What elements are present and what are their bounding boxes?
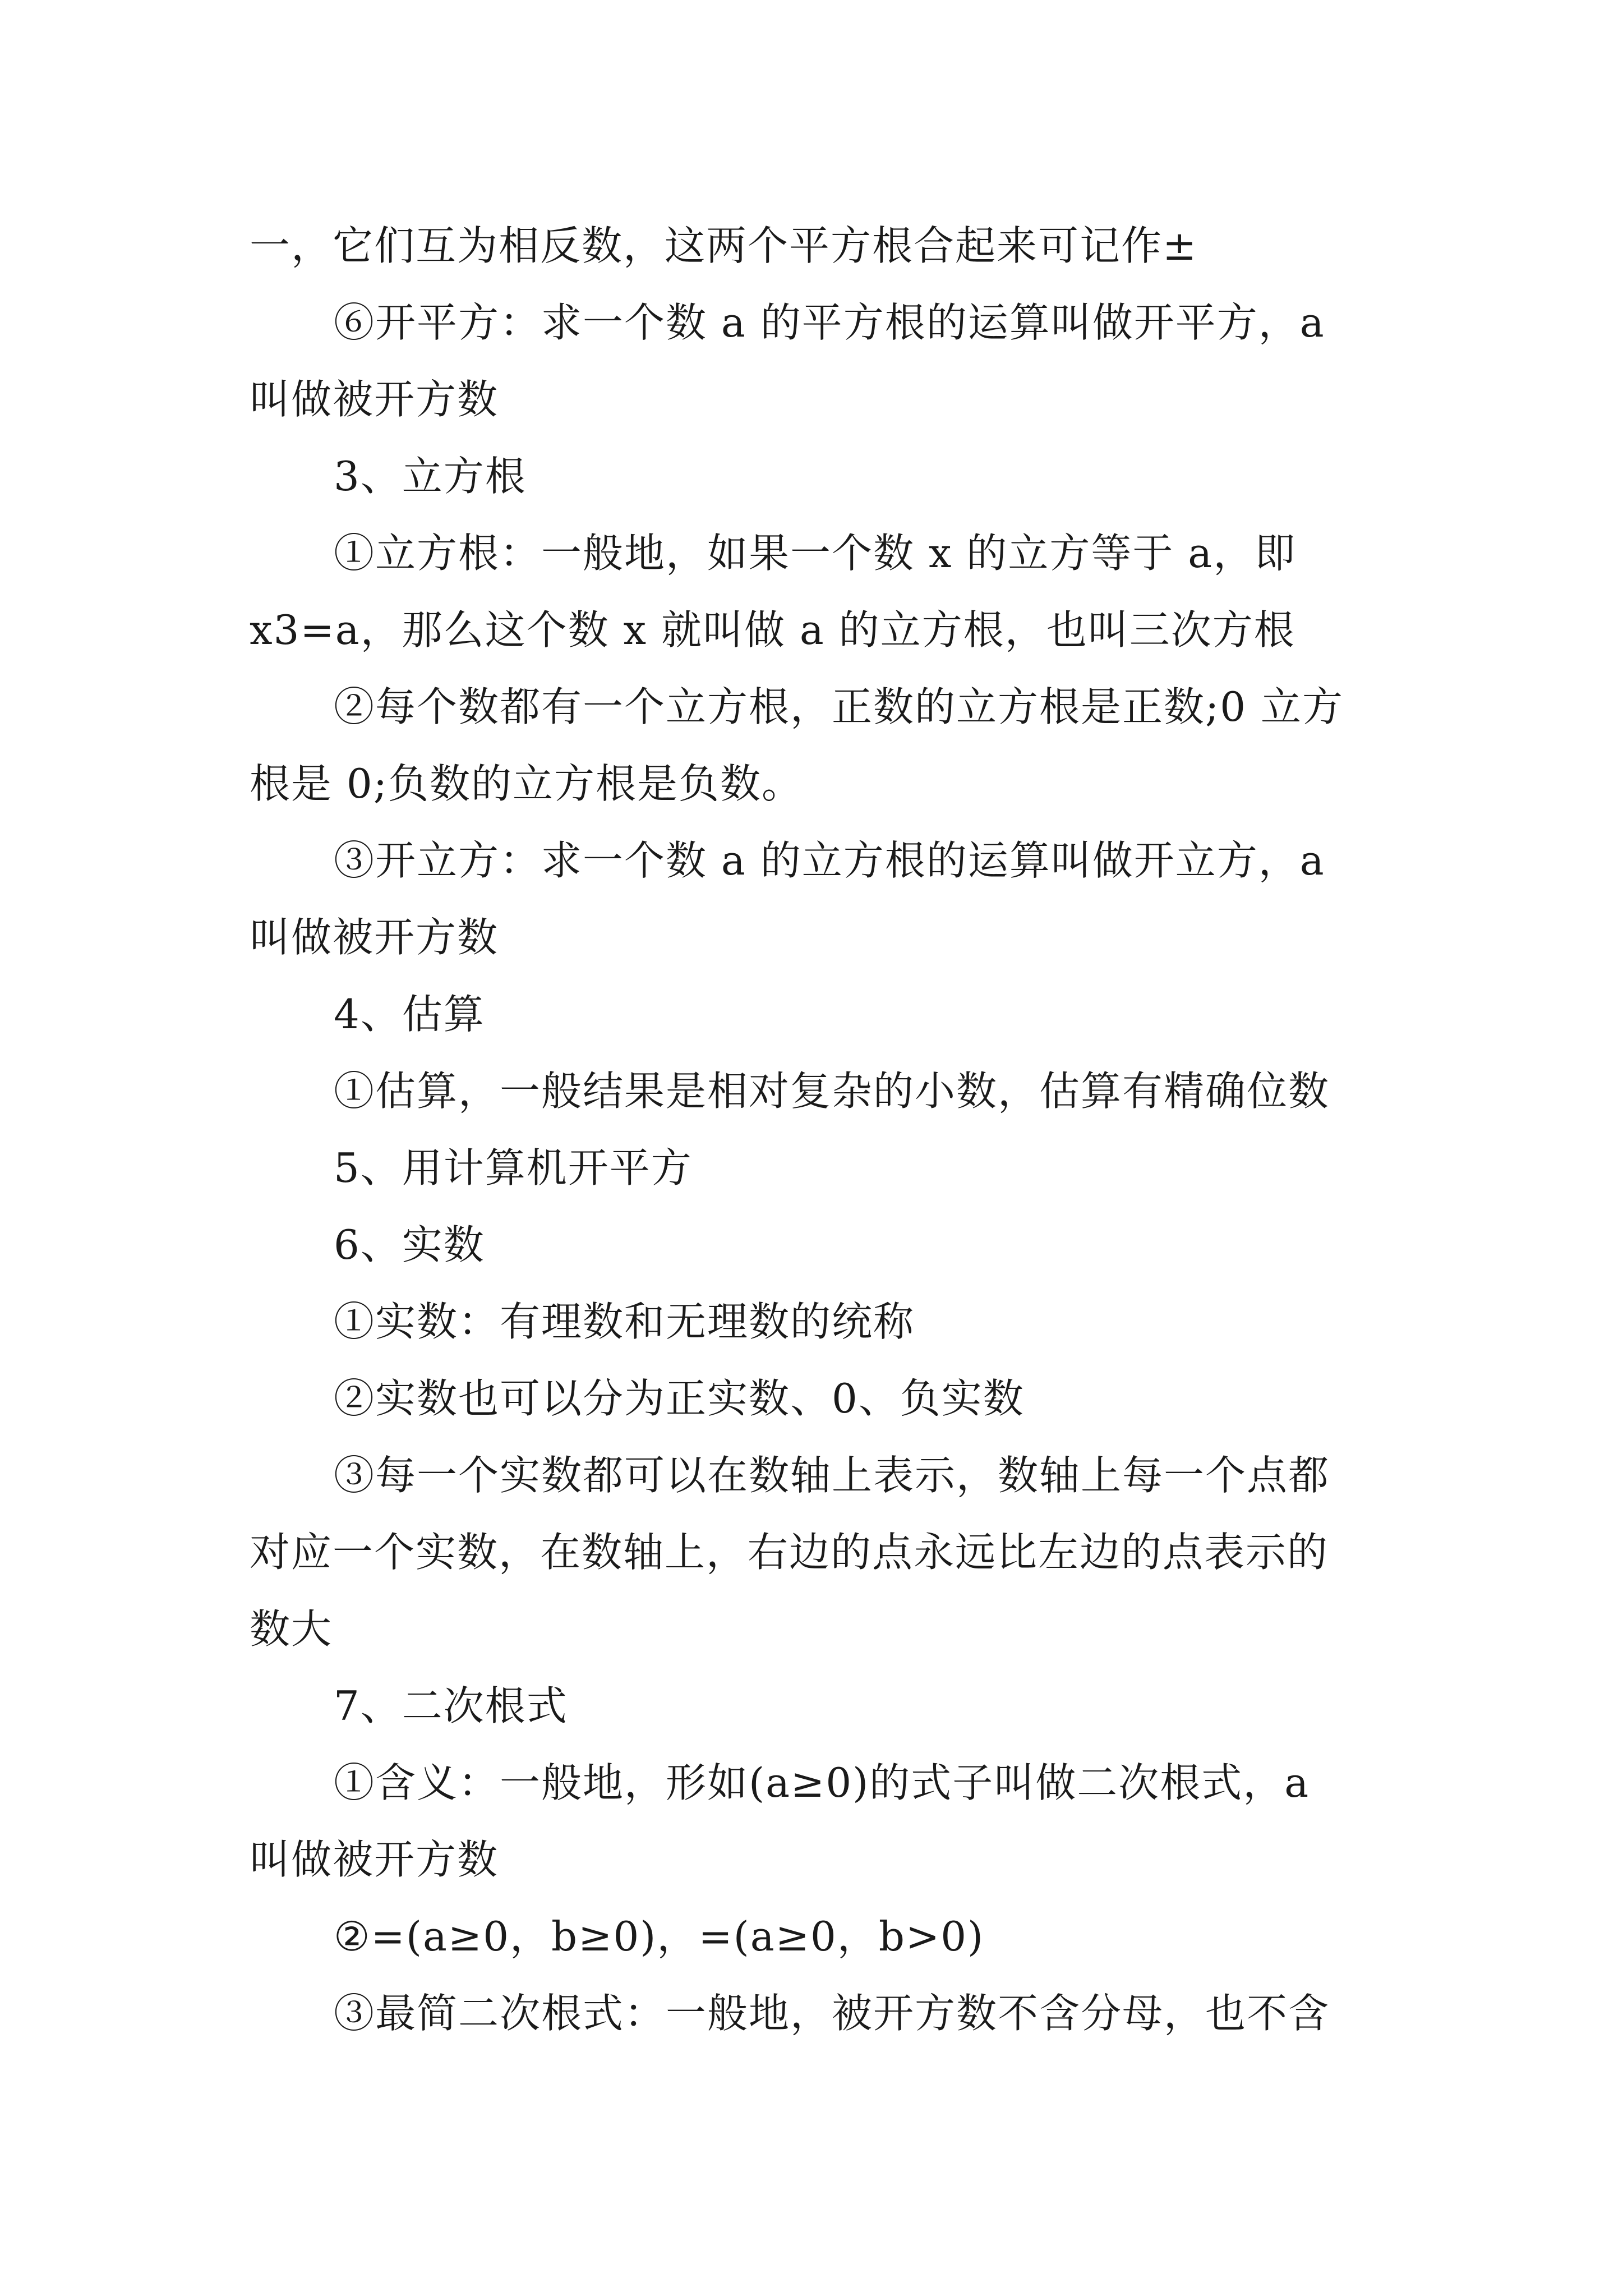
- text-line: 叫做被开方数: [250, 376, 499, 423]
- section-heading: 7、二次根式: [334, 1682, 568, 1729]
- section-heading: 6、实数: [334, 1221, 485, 1268]
- text-line: ②每个数都有一个立方根，正数的立方根是正数;0 立方: [334, 683, 1344, 730]
- text-line: 叫做被开方数: [250, 914, 499, 961]
- text-line: ①估算，一般结果是相对复杂的小数，估算有精确位数: [334, 1068, 1330, 1115]
- text-line: 一，它们互为相反数，这两个平方根合起来可记作±: [250, 222, 1198, 269]
- text-line: ③每一个实数都可以在数轴上表示，数轴上每一个点都: [334, 1452, 1330, 1499]
- text-line: x3=a，那么这个数 x 就叫做 a 的立方根，也叫三次方根: [250, 606, 1295, 654]
- text-line: ②实数也可以分为正实数、0、负实数: [334, 1375, 1025, 1422]
- text-line: ①实数：有理数和无理数的统称: [334, 1298, 915, 1345]
- section-heading: 3、立方根: [334, 453, 527, 500]
- section-heading: 4、估算: [334, 991, 485, 1038]
- section-heading: 5、用计算机开平方: [334, 1144, 693, 1191]
- text-line: ①立方根：一般地，如果一个数 x 的立方等于 a，即: [334, 530, 1297, 577]
- text-line: ②=(a≥0，b≥0)，=(a≥0，b>0): [334, 1913, 985, 1960]
- text-line: ③最简二次根式：一般地，被开方数不含分母，也不含: [334, 1990, 1330, 2037]
- text-line: ①含义：一般地，形如(a≥0)的式子叫做二次根式，a: [334, 1759, 1310, 1806]
- text-line: ③开立方：求一个数 a 的立方根的运算叫做开立方，a: [334, 837, 1325, 884]
- text-line: ⑥开平方：求一个数 a 的平方根的运算叫做开平方，a: [334, 299, 1325, 346]
- text-line: 根是 0;负数的立方根是负数。: [250, 760, 803, 807]
- text-line: 数大: [250, 1605, 333, 1653]
- text-line: 对应一个实数，在数轴上，右边的点永远比左边的点表示的: [250, 1529, 1329, 1576]
- document-body: [250, 208, 1385, 2052]
- text-line: 叫做被开方数: [250, 1836, 499, 1883]
